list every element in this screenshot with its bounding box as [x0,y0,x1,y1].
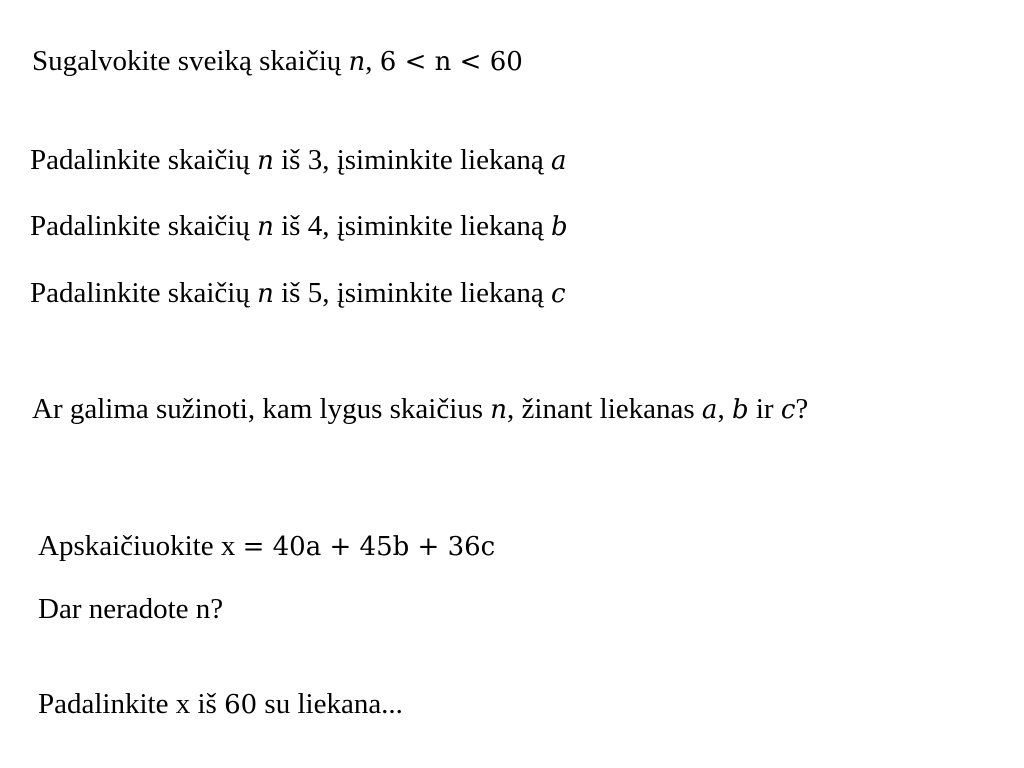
line-text: iš 4, įsiminkite liekaną [273,210,551,242]
math-inequality: 6 < n < 60 [379,47,523,77]
math-variable-c: c [780,395,796,425]
line-divide-x-by-60 [38,687,403,722]
line-divide-by-3 [30,143,566,178]
math-variable-n: n [348,47,366,77]
line-compute-x [38,529,495,564]
math-number: 60 [224,690,258,720]
math-variable-c: c [550,279,566,309]
line-text: iš 5, įsiminkite liekaną [273,277,551,309]
math-variable-a: a [701,395,718,425]
math-variable-a: a [550,146,567,176]
line-text: ir [748,393,781,425]
math-variable-n: n [257,279,274,309]
line-text: Padalinkite skaičių [30,210,258,242]
math-formula: = 40a + 45b + 36c [242,532,496,562]
line-not-found-yet [38,592,223,626]
math-variable-b: b [550,212,568,242]
line-text: , žinant liekanas [507,393,702,425]
math-variable-b: b [731,395,749,425]
line-think-number [32,44,523,79]
line-divide-by-5 [30,276,566,311]
line-text: ? [795,393,809,425]
line-text: , [365,45,380,77]
line-text: iš 3, įsiminkite liekaną [273,144,551,176]
math-variable-n: n [257,212,274,242]
math-variable-n: n [257,146,274,176]
line-text: , [717,393,732,425]
line-text: Ar galima sužinoti, kam lygus skaičius [32,393,491,425]
line-text: su liekana... [257,688,403,720]
math-variable-n: n [490,395,508,425]
line-text: Padalinkite skaičių [30,144,258,176]
line-text: Padalinkite x iš [38,688,225,720]
line-question [32,392,808,427]
line-text: Sugalvokite sveiką skaičių [32,45,349,77]
line-text: Apskaičiuokite x [38,530,243,562]
line-divide-by-4 [30,209,568,244]
line-text: Padalinkite skaičių [30,277,258,309]
line-text: Dar neradote n? [38,593,224,625]
